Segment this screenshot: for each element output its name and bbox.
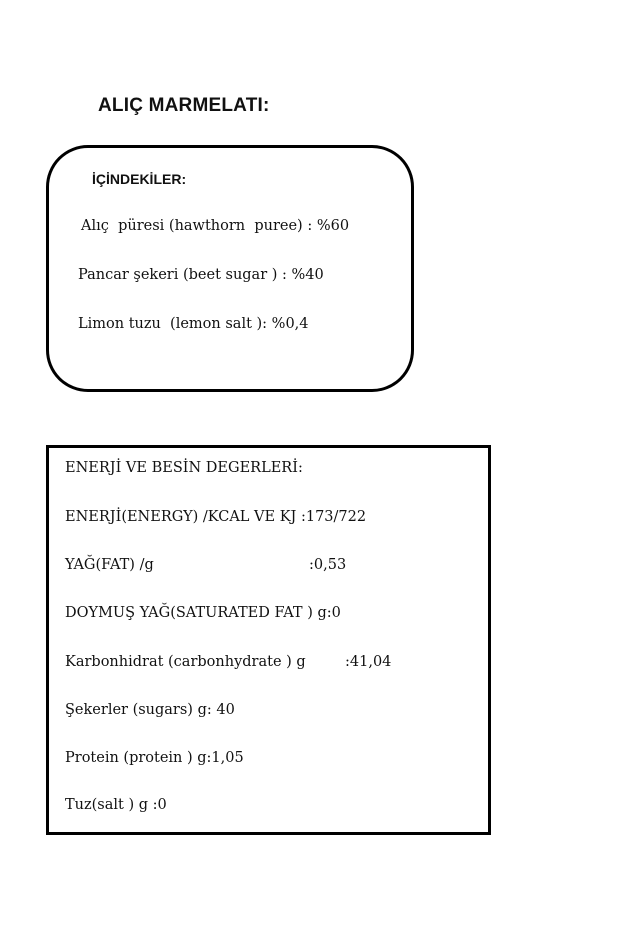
page-title: ALIÇ MARMELATI: (98, 95, 270, 116)
nutrition-facts-box (46, 445, 491, 835)
ingredient-item: Limon tuzu (lemon salt ): %0,4 (78, 316, 309, 332)
nutrition-row-salt: Tuz(salt ) g :0 (65, 797, 167, 813)
nutrition-row-sugars: Şekerler (sugars) g: 40 (65, 702, 235, 718)
nutrition-heading: ENERJİ VE BESİN DEGERLERİ: (65, 460, 303, 476)
nutrition-row-carbohydrate-label: Karbonhidrat (carbonhydrate ) g (65, 654, 306, 670)
nutrition-row-carbohydrate-value: :41,04 (345, 654, 392, 670)
ingredient-item: Alıç püresi (hawthorn puree) : %60 (81, 218, 350, 234)
nutrition-row-fat-label: YAĞ(FAT) /g (65, 557, 154, 573)
nutrition-row-fat-value: :0,53 (309, 557, 347, 573)
ingredients-heading: İÇİNDEKİLER: (92, 171, 187, 187)
nutrition-row-saturated-fat: DOYMUŞ YAĞ(SATURATED FAT ) g:0 (65, 605, 341, 621)
nutrition-row-protein: Protein (protein ) g:1,05 (65, 750, 244, 766)
nutrition-row-energy: ENERJİ(ENERGY) /KCAL VE KJ :173/722 (65, 509, 367, 525)
ingredient-item: Pancar şekeri (beet sugar ) : %40 (78, 267, 324, 283)
